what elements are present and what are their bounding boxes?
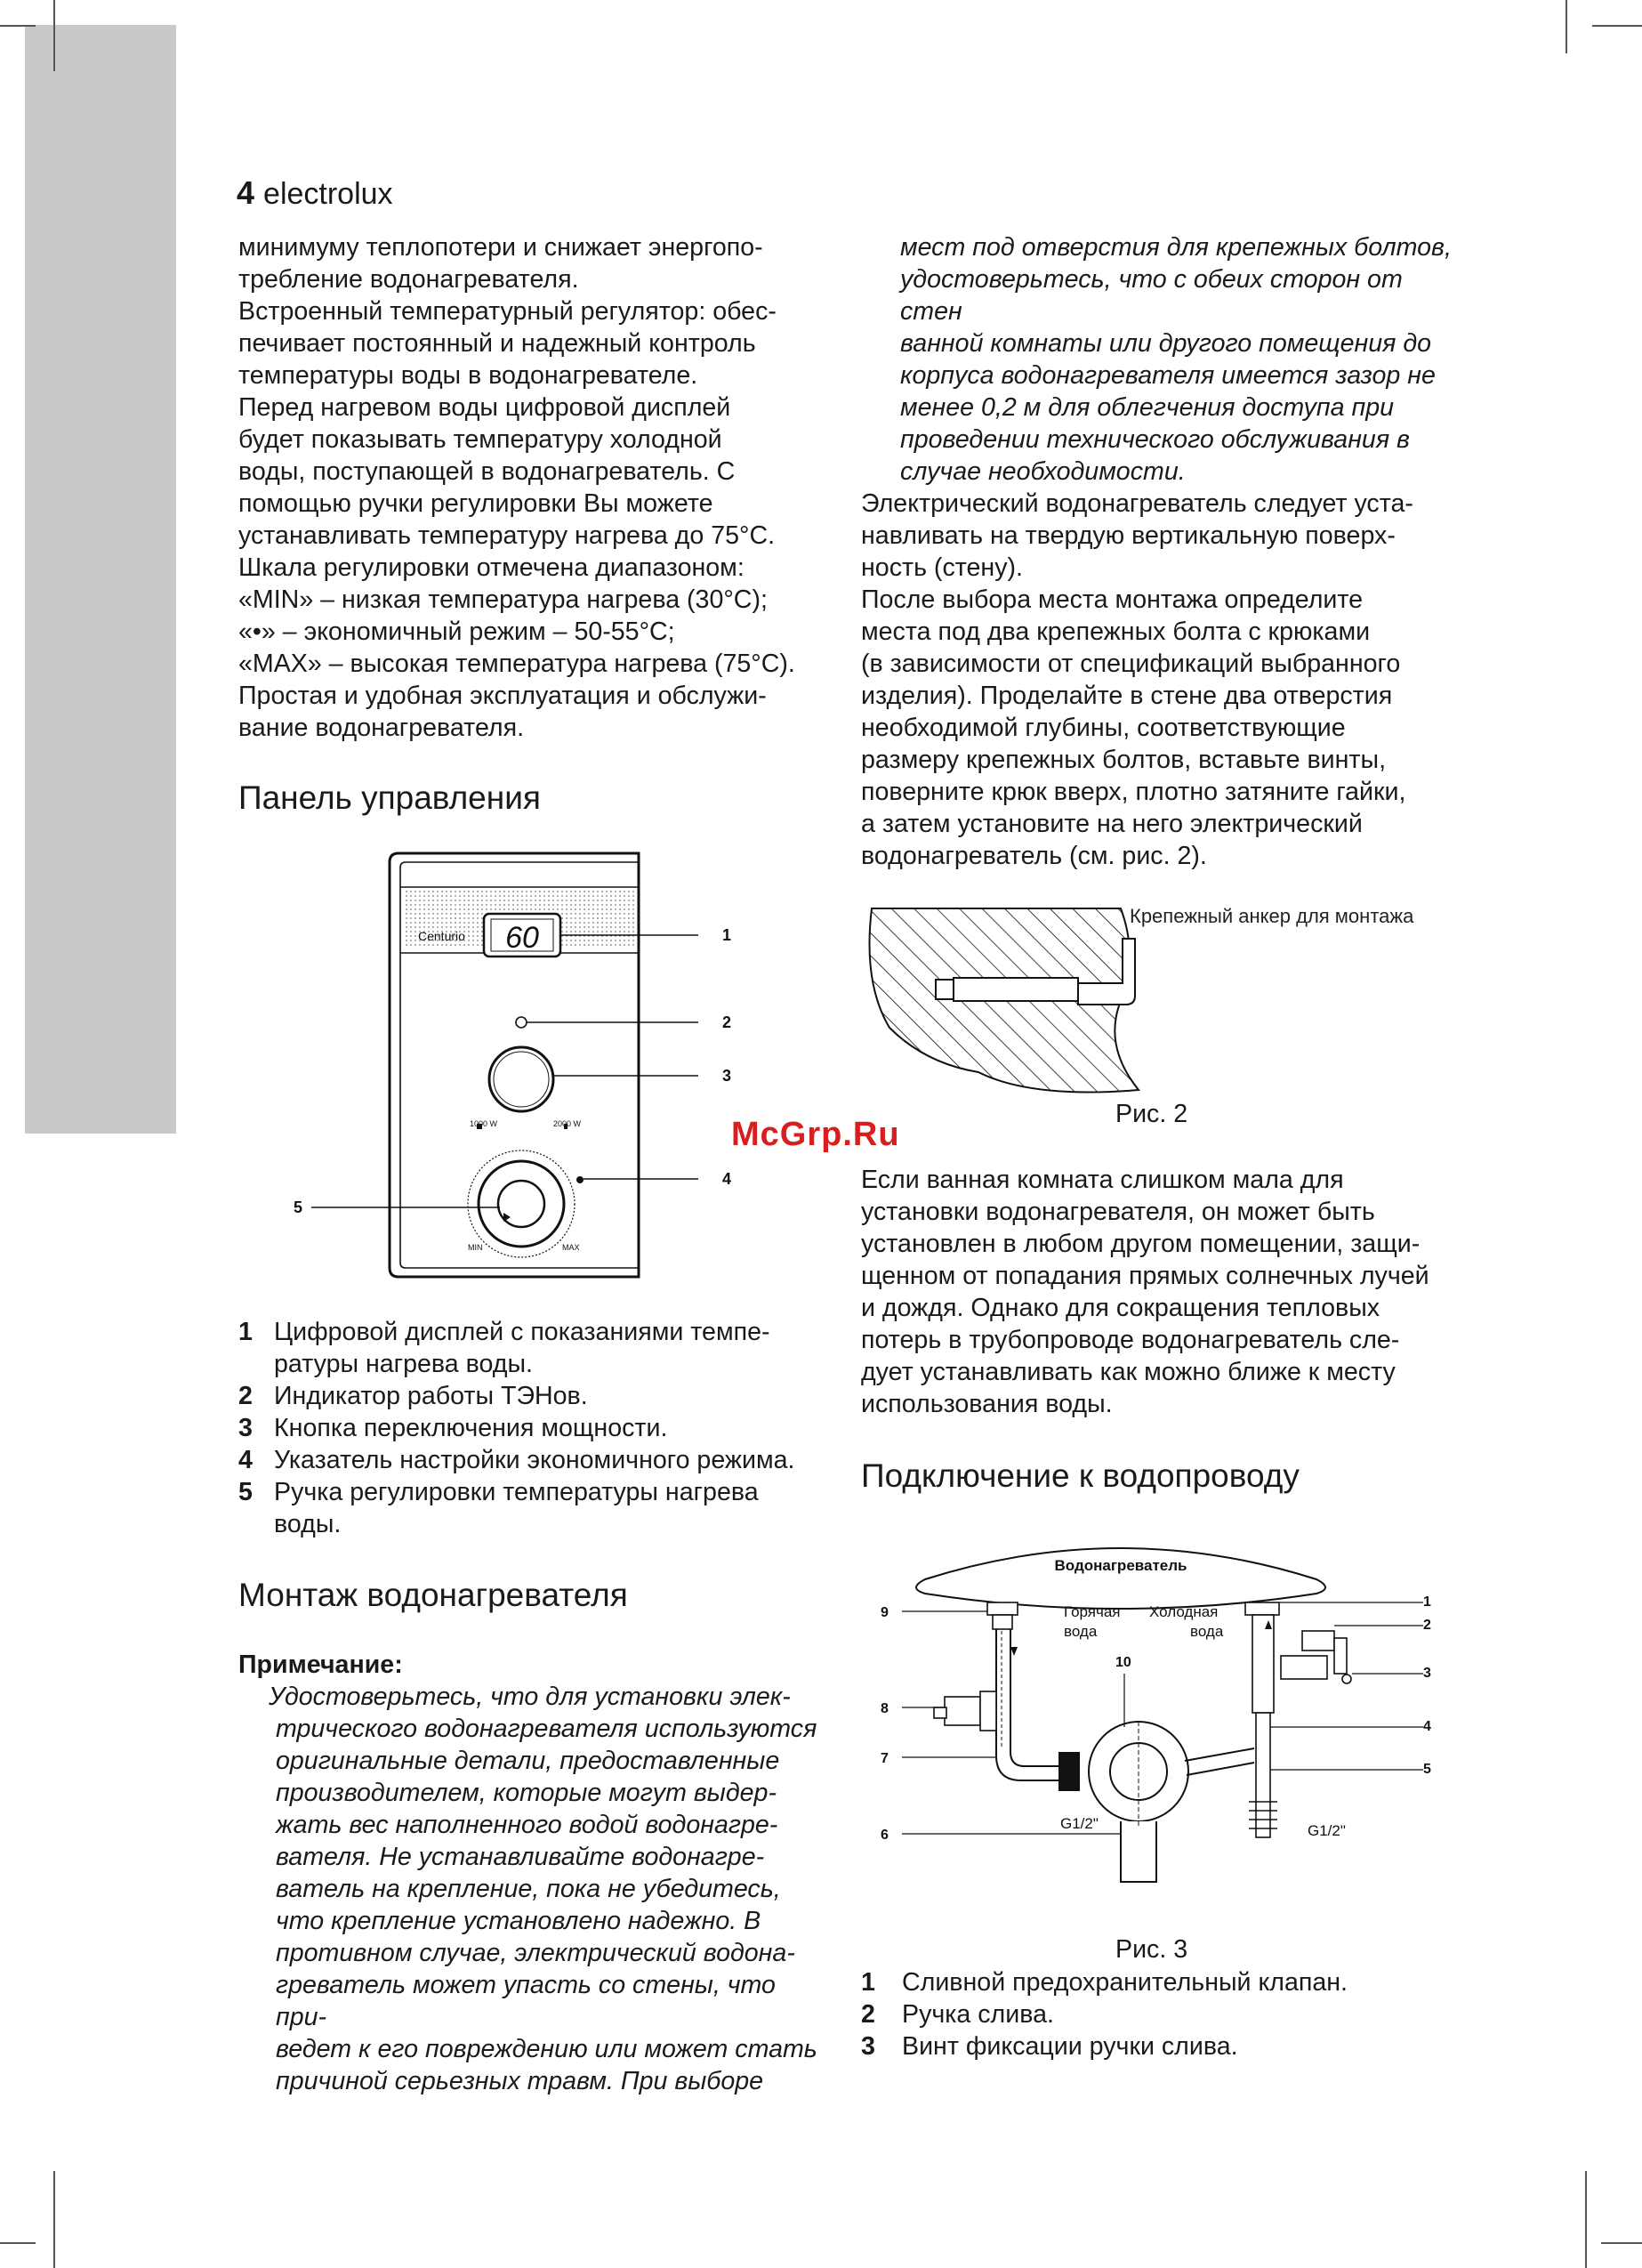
list-text: Кнопка переключения мощности.	[274, 1414, 668, 1442]
text-line: навливать на твердую вертикальную поверх-	[861, 521, 1396, 550]
callout-4: 4	[1423, 1719, 1431, 1734]
list-text: Указатель настройки экономичного режима.	[274, 1446, 795, 1474]
list-text: Винт фиксации ручки слива.	[902, 2032, 1238, 2061]
text-line: воды, поступающей в водонагреватель. С	[238, 457, 736, 486]
side-tab	[25, 25, 176, 1134]
text-line: использования воды.	[861, 1390, 1113, 1418]
list-text: Ручка регулировки температуры нагрева	[274, 1478, 759, 1506]
cold-water-label: Холодная	[1149, 1603, 1219, 1620]
text-line: удостоверьтесь, что с обеих сторон от стен	[900, 265, 1403, 326]
text-line: (в зависимости от спецификаций выбранного	[861, 650, 1401, 678]
list-number: 3	[861, 2032, 875, 2061]
list-text: воды.	[274, 1510, 342, 1538]
text-line: места под два крепежных болта с крюками	[861, 617, 1371, 646]
page-header	[237, 174, 393, 212]
note-text	[238, 1681, 825, 2097]
eco-mode-marker	[576, 1176, 584, 1183]
list-text: ратуры нагрева воды.	[274, 1350, 533, 1378]
text-line: причиной серьезных травм. При выборе	[276, 2067, 764, 2095]
mounting-heading: Монтаж водонагревателя	[238, 1577, 628, 1613]
text-line: мест под отверстия для крепежных болтов,	[900, 233, 1452, 262]
callout-3: 3	[1423, 1666, 1431, 1681]
list-number: 1	[238, 1318, 253, 1346]
hot-water-label-2: вода	[1064, 1623, 1098, 1640]
small-room-paragraph	[861, 1164, 1466, 1420]
wall-anchor-figure	[854, 894, 1459, 1108]
crop-mark	[0, 25, 36, 27]
text-line: водонагреватель (см. рис. 2).	[861, 842, 1207, 870]
callout-2: 2	[1423, 1618, 1431, 1633]
text-line: Электрический водонагреватель следует уста-	[861, 489, 1413, 518]
list-item	[238, 1444, 825, 1476]
text-line: ватель на крепление, пока не убедитесь,	[276, 1875, 781, 1903]
text-line: а затем установите на него электрический	[861, 810, 1363, 838]
water-connection-heading: Подключение к водопроводу	[861, 1457, 1300, 1494]
text-line: ведет к его повреждению или может стать	[276, 2035, 817, 2063]
text-line: производителем, которые могут выдер-	[276, 1779, 777, 1807]
thread-right-label: G1/2"	[1308, 1822, 1346, 1839]
text-line: противном случае, электрический водона-	[276, 1939, 795, 1967]
list-item	[238, 1476, 825, 1540]
fig2-caption: Рис. 2	[1115, 1100, 1188, 1128]
text-line: трического водонагревателя используются	[276, 1715, 817, 1743]
panel-brand: Centurio	[418, 929, 465, 943]
control-panel-heading: Панель управления	[238, 779, 541, 816]
text-line: случае необходимости.	[900, 457, 1186, 486]
hot-water-line: Горячая	[1064, 1603, 1121, 1620]
list-number: 1	[861, 1968, 875, 1997]
text-line: размеру крепежных болтов, вставьте винты,	[861, 746, 1387, 774]
callout-5: 5	[1423, 1762, 1431, 1777]
control-panel-list	[238, 1316, 825, 1540]
text-line: Встроенный температурный регулятор: обес-	[238, 297, 777, 326]
power-high-label: 2000 W	[553, 1119, 582, 1128]
text-line: требление водонагревателя.	[238, 265, 579, 294]
list-item	[861, 1966, 1466, 1998]
text-line: потерь в трубопроводе водонагреватель сле-	[861, 1326, 1400, 1354]
note-continued	[900, 231, 1469, 488]
callout-7: 7	[881, 1751, 889, 1766]
list-item	[861, 1998, 1466, 2030]
fig3-caption: Рис. 3	[1115, 1935, 1188, 1964]
text-line: установлен в любом другом помещении, защи-	[861, 1230, 1421, 1258]
list-item	[861, 2030, 1466, 2062]
page-number: 4	[237, 174, 255, 211]
callout-9: 9	[881, 1605, 889, 1620]
callout-1: 1	[1423, 1594, 1431, 1610]
knob-min-label: MIN	[468, 1243, 483, 1252]
text-line: печивает постоянный и надежный контроль	[238, 329, 756, 358]
note-title: Примечание:	[238, 1651, 403, 1679]
text-line: изделия). Проделайте в стене два отверстия	[861, 682, 1393, 710]
crop-mark	[1566, 0, 1567, 53]
heating-indicator	[516, 1017, 527, 1028]
text-line: «MIN» – низкая температура нагрева (30°C);	[238, 585, 768, 614]
text-line: Простая и удобная эксплуатация и обслужи-	[238, 682, 767, 710]
text-line: что крепление установлено надежно. В	[276, 1907, 761, 1935]
callout-6: 6	[881, 1828, 889, 1843]
crop-mark	[1601, 2242, 1642, 2244]
crop-mark	[53, 0, 55, 71]
callout-4: 4	[722, 1170, 732, 1188]
list-number: 3	[238, 1414, 253, 1442]
callout-1: 1	[722, 926, 732, 944]
list-number: 2	[238, 1382, 253, 1410]
list-item	[238, 1412, 825, 1444]
crop-mark	[0, 2242, 36, 2244]
text-line: «•» – экономичный режим – 50-55°C;	[238, 617, 675, 646]
mount-paragraph	[861, 488, 1466, 872]
text-line: щенном от попадания прямых солнечных лучей	[861, 1262, 1429, 1290]
text-line: минимуму теплопотери и снижает энергопо-	[238, 233, 763, 262]
text-line: вание водонагревателя.	[238, 714, 525, 742]
text-line: вателя. Не устанавливайте водонагре-	[276, 1843, 765, 1871]
text-line: поверните крюк вверх, плотно затяните гайки,	[861, 778, 1406, 806]
text-line: ность (стену).	[861, 553, 1023, 582]
text-line: установки водонагревателя, он может быть	[861, 1198, 1375, 1226]
callout-10: 10	[1115, 1655, 1131, 1670]
water-connection-figure	[854, 1535, 1459, 1909]
text-line: Удостоверьтесь, что для установки элек-	[269, 1683, 791, 1711]
hot-water-label	[1064, 1603, 1121, 1620]
text-line: ванной комнаты или другого помещения до	[900, 329, 1432, 358]
list-text: Ручка слива.	[902, 2000, 1054, 2029]
text-line: Перед нагревом воды цифровой дисплей	[238, 393, 731, 422]
control-panel-figure	[294, 850, 792, 1286]
intro-text	[238, 231, 808, 744]
text-line: оригинальные детали, предоставленные	[276, 1747, 780, 1775]
text-line: температуры воды в водонагревателе.	[238, 361, 698, 390]
text-line: будет показывать температуру холодной	[238, 425, 722, 454]
text-line: корпуса водонагревателя имеется зазор не	[900, 361, 1436, 390]
callout-8: 8	[881, 1701, 889, 1716]
text-line: дует устанавливать как можно ближе к месту	[861, 1358, 1396, 1386]
cold-water-label-2: вода	[1190, 1623, 1224, 1640]
callout-5: 5	[294, 1199, 303, 1216]
text-line: менее 0,2 м для облегчения доступа при	[900, 393, 1395, 422]
list-number: 5	[238, 1478, 253, 1506]
thread-left-label: G1/2"	[1060, 1815, 1099, 1832]
watermark-text: McGrp.Ru	[731, 1116, 900, 1153]
crop-mark	[1585, 2171, 1587, 2268]
power-low-label: 1000 W	[470, 1119, 498, 1128]
text-line: помощью ручки регулировки Вы можете	[238, 489, 713, 518]
text-line: греватель может упасть со стены, что при-	[276, 1971, 776, 2031]
list-item	[238, 1316, 825, 1380]
list-item	[238, 1380, 825, 1412]
note-block	[238, 1649, 825, 2097]
list-text: Сливной предохранительный клапан.	[902, 1968, 1348, 1997]
text-line: жать вес наполненного водой водонагре-	[276, 1811, 778, 1839]
text-line: «MAX» – высокая температура нагрева (75°C).	[238, 650, 795, 678]
fig3-list	[861, 1966, 1466, 2062]
knob-max-label: MAX	[562, 1243, 580, 1252]
anchor-bolt	[954, 978, 1078, 1001]
text-line: проведении технического обслуживания в	[900, 425, 1410, 454]
brand-name: electrolux	[263, 177, 393, 211]
crop-mark	[53, 2171, 55, 2268]
list-text: Цифровой дисплей с показаниями темпе-	[274, 1318, 770, 1346]
callout-2: 2	[722, 1013, 732, 1031]
text-line: После выбора места монтажа определите	[861, 585, 1364, 614]
text-line: необходимой глубины, соответствующие	[861, 714, 1346, 742]
text-line: Шкала регулировки отмечена диапазоном:	[238, 553, 745, 582]
display-value: 60	[505, 921, 539, 955]
list-number: 4	[238, 1446, 253, 1474]
crop-mark	[1592, 25, 1642, 27]
callout-3: 3	[722, 1067, 732, 1085]
anchor-label: Крепежный анкер для монтажа	[1130, 905, 1414, 927]
list-number: 2	[861, 2000, 875, 2029]
text-line: Если ванная комната слишком мала для	[861, 1166, 1344, 1194]
heater-title: Водонагреватель	[1054, 1557, 1187, 1574]
power-switch-button[interactable]	[489, 1047, 553, 1111]
text-line: и дождя. Однако для сокращения тепловых	[861, 1294, 1380, 1322]
list-text: Индикатор работы ТЭНов.	[274, 1382, 588, 1410]
text-line: устанавливать температуру нагрева до 75°C.	[238, 521, 776, 550]
